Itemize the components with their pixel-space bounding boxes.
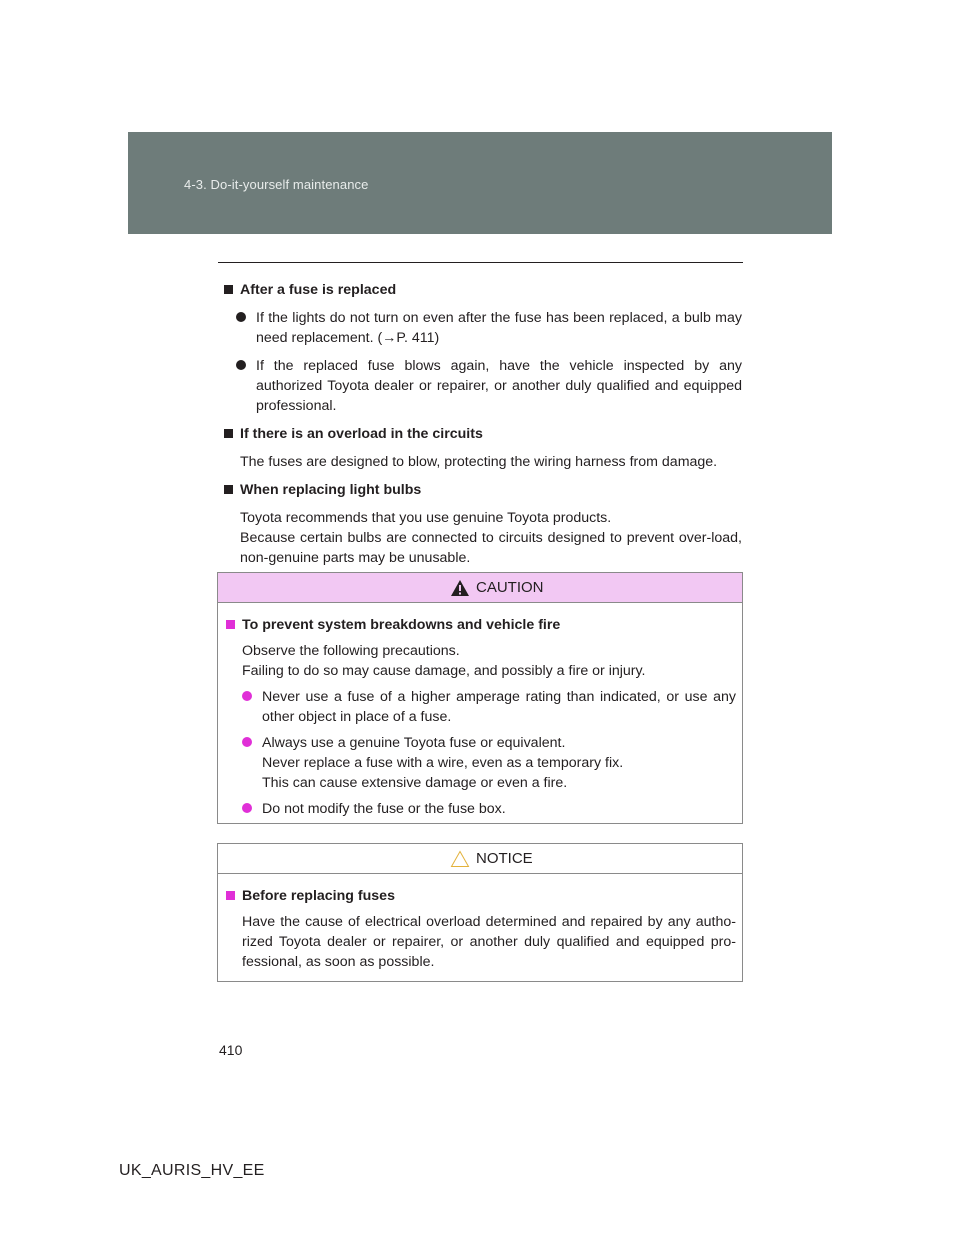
square-bullet-icon: [226, 891, 235, 900]
round-bullet-icon: [236, 312, 246, 322]
square-bullet-icon: [224, 285, 233, 294]
section-text: The fuses are designed to blow, protecting the wiring harness from damage.: [240, 454, 718, 470]
round-bullet-icon: [242, 691, 252, 701]
list-item: Never use a fuse of a higher amperage rating than indicated, or use any other object in place of a fuse.: [224, 687, 736, 727]
section-text: Toyota recommends that you use genuine Toyota products.: [240, 510, 612, 526]
caution-intro: Observe the following precautions.: [242, 643, 460, 659]
main-content: [222, 280, 742, 576]
caution-box: [217, 572, 743, 824]
section-heading: If there is an overload in the circuits: [222, 424, 742, 444]
top-rule: [218, 262, 743, 263]
round-bullet-icon: [242, 803, 252, 813]
caution-title: CAUTION: [476, 579, 544, 596]
list-item: Do not modify the fuse or the fuse box.: [224, 799, 736, 819]
notice-body: [218, 874, 742, 982]
list-item: If the lights do not turn on even after the fuse has been replaced, a bulb may need replacement. (→P. 411): [222, 308, 742, 348]
section-heading: After a fuse is replaced: [222, 280, 742, 300]
caution-header: [218, 573, 742, 603]
round-bullet-icon: [236, 360, 246, 370]
square-bullet-icon: [224, 485, 233, 494]
section-text: Because certain bulbs are connected to circuits designed to prevent over-load, non-genuine parts may be unusable.: [240, 530, 742, 566]
square-bullet-icon: [224, 429, 233, 438]
warning-triangle-icon: [450, 579, 470, 597]
section-heading: When replacing light bulbs: [222, 480, 742, 500]
caution-intro: Failing to do so may cause damage, and possibly a fire or injury.: [242, 663, 646, 679]
round-bullet-icon: [242, 737, 252, 747]
section-title: 4-3. Do-it-yourself maintenance: [184, 177, 369, 192]
page-number: 410: [219, 1042, 243, 1058]
list-item: Always use a genuine Toyota fuse or equivalent. Never replace a fuse with a wire, even as a temporary fix. This can cause extensive damage or even a fire.: [224, 733, 736, 793]
chapter-header-band: [128, 132, 832, 234]
notice-title: NOTICE: [476, 850, 533, 867]
notice-heading: Before replacing fuses: [224, 886, 736, 906]
list-item: If the replaced fuse blows again, have the vehicle inspected by any authorized Toyota dealer or repairer, or another duly qualified and equipped professional.: [222, 356, 742, 416]
caution-body: [218, 603, 742, 829]
notice-text: Have the cause of electrical overload determined and repaired by any autho-rized Toyota dealer or repairer, or another duly qualified and equipped pro-fessional, as soon as possible.: [242, 914, 736, 970]
notice-header: [218, 844, 742, 874]
warning-triangle-icon: [450, 850, 470, 868]
document-code: UK_AURIS_HV_EE: [119, 1162, 265, 1179]
caution-heading: To prevent system breakdowns and vehicle fire: [224, 615, 736, 635]
notice-box: [217, 843, 743, 982]
square-bullet-icon: [226, 620, 235, 629]
